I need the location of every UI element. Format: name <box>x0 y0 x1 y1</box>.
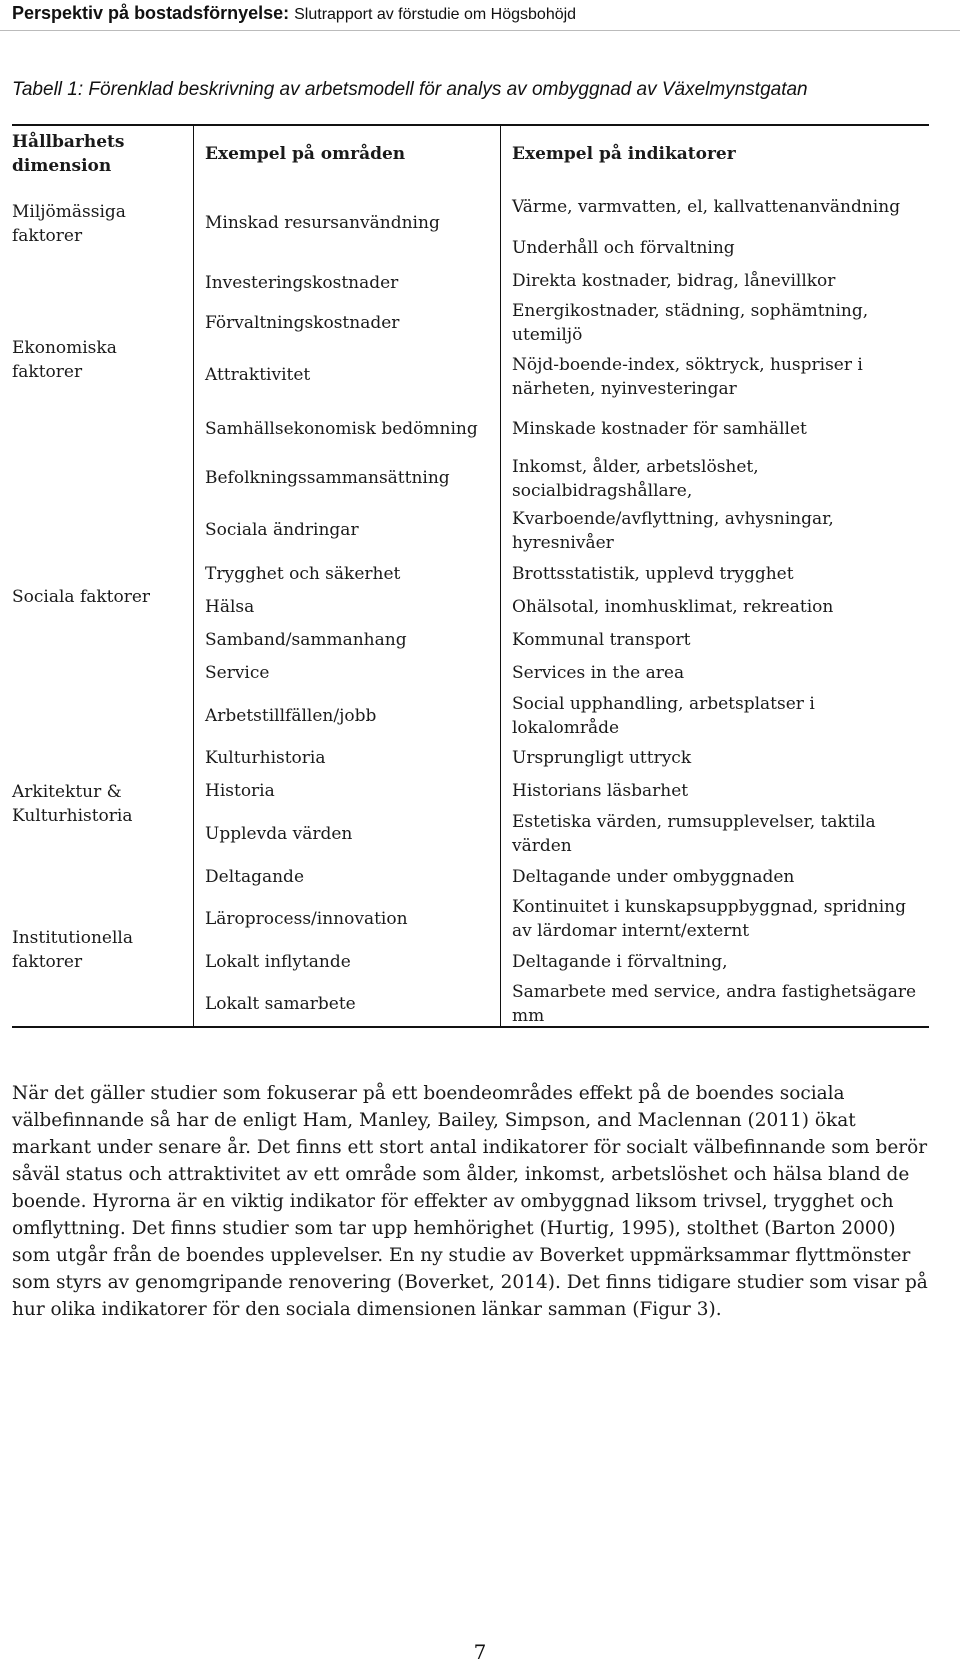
dimension-cell: Institutionella faktorer <box>12 928 133 972</box>
indicator-cell: Inkomst, ålder, arbetslöshet, socialbidragshållare, <box>512 457 759 501</box>
dimension-cell: Arkitektur & Kulturhistoria <box>12 782 133 826</box>
area-cell: Samhällsekonomisk bedömning <box>205 419 478 439</box>
indicator-cell: Estetiska värden, rumsupplevelser, taktila värden <box>512 812 876 856</box>
area-cell: Läroprocess/innovation <box>205 909 408 929</box>
area-cell: Upplevda värden <box>205 824 353 844</box>
indicator-cell: Historians läsbarhet <box>512 781 689 801</box>
table-column-divider <box>193 126 194 1026</box>
area-cell: Hälsa <box>205 597 255 617</box>
indicator-cell: Samarbete med service, andra fastighetsägare mm <box>512 982 917 1026</box>
area-cell: Trygghet och säkerhet <box>205 564 401 584</box>
area-cell: Historia <box>205 781 275 801</box>
area-cell: Samband/sammanhang <box>205 630 407 650</box>
area-cell: Förvaltningskostnader <box>205 313 400 333</box>
header-indicators: Exempel på indikatorer <box>512 144 736 164</box>
indicator-cell: Direkta kostnader, bidrag, lånevillkor <box>512 271 836 291</box>
area-cell: Kulturhistoria <box>205 748 326 768</box>
area-cell: Sociala ändringar <box>205 520 359 540</box>
table-top-rule <box>12 124 929 126</box>
area-cell: Befolkningssammansättning <box>205 468 450 488</box>
indicator-cell: Ohälsotal, inomhusklimat, rekreation <box>512 597 834 617</box>
dimension-cell: Miljömässiga faktorer <box>12 202 126 246</box>
indicator-cell: Deltagande i förvaltning, <box>512 952 728 972</box>
area-cell: Arbetstillfällen/jobb <box>205 706 377 726</box>
indicator-cell: Deltagande under ombyggnaden <box>512 867 795 887</box>
area-cell: Minskad resursanvändning <box>205 213 440 233</box>
indicator-cell: Kontinuitet i kunskapsuppbyggnad, spridning av lärdomar internt/externt <box>512 897 906 941</box>
indicator-cell: Underhåll och förvaltning <box>512 238 735 258</box>
header-title: Perspektiv på bostadsförnyelse: <box>12 3 290 23</box>
indicator-cell: Services in the area <box>512 663 685 683</box>
area-cell: Lokalt samarbete <box>205 994 356 1014</box>
indicator-cell: Nöjd-boende-index, söktryck, huspriser i närheten, nyinvesteringar <box>512 355 863 399</box>
indicator-cell: Ursprungligt uttryck <box>512 748 692 768</box>
page-number: 7 <box>473 1640 487 1664</box>
indicator-cell: Energikostnader, städning, sophämtning, utemiljö <box>512 301 869 345</box>
body-paragraph: När det gäller studier som fokuserar på ett boendeområdes effekt på de boendes sociala välbefinnande så har de enligt Ham, Manley, Bailey, Simpson, and Maclennan (2011) ökat markant under senare år. Det finns ett stort antal indikatorer för socialt välbefinnande som berör såväl status och attraktivitet av ett område som ålder, inkomst, arbetslöshet och hälsa bland de boende. Hyrorna är en viktig indikator för effekter av ombyggnad liksom trivsel, trygghet och omflyttning. Det finns studier som tar upp hemhörighet (Hurtig, 1995), stolthet (Barton 2000) som utgår från de boendes upplevelser. En ny studie av Boverket uppmärksammar flyttmönster som styrs av genomgripande renovering (Boverket, 2014). Det finns tidigare studier som visar på hur olika indikatorer för den sociala dimensionen länkar samman (Figur 3). <box>12 1083 928 1320</box>
running-header <box>12 2 948 26</box>
indicator-cell: Social upphandling, arbetsplatser i lokalområde <box>512 694 815 738</box>
indicator-cell: Värme, varmvatten, el, kallvattenanvändning <box>512 197 901 217</box>
area-cell: Attraktivitet <box>205 365 311 385</box>
table-caption: Tabell 1: Förenklad beskrivning av arbetsmodell för analys av ombyggnad av Växelmynstgatan <box>12 79 808 100</box>
indicator-cell: Kvarboende/avflyttning, avhysningar, hyresnivåer <box>512 509 834 553</box>
dimension-cell: Sociala faktorer <box>12 587 151 607</box>
table-column-divider <box>500 126 501 1026</box>
header-dimension: Hållbarhets dimension <box>12 132 125 176</box>
header-subtitle: Slutrapport av förstudie om Högsbohöjd <box>294 6 577 23</box>
header-areas: Exempel på områden <box>205 144 406 164</box>
dimension-cell: Ekonomiska faktorer <box>12 338 117 382</box>
indicator-cell: Kommunal transport <box>512 630 691 650</box>
area-cell: Lokalt inflytande <box>205 952 351 972</box>
area-cell: Service <box>205 663 270 683</box>
indicator-cell: Minskade kostnader för samhället <box>512 419 807 439</box>
area-cell: Investeringskostnader <box>205 273 399 293</box>
indicator-cell: Brottsstatistik, upplevd trygghet <box>512 564 794 584</box>
header-divider <box>0 30 960 31</box>
area-cell: Deltagande <box>205 867 305 887</box>
